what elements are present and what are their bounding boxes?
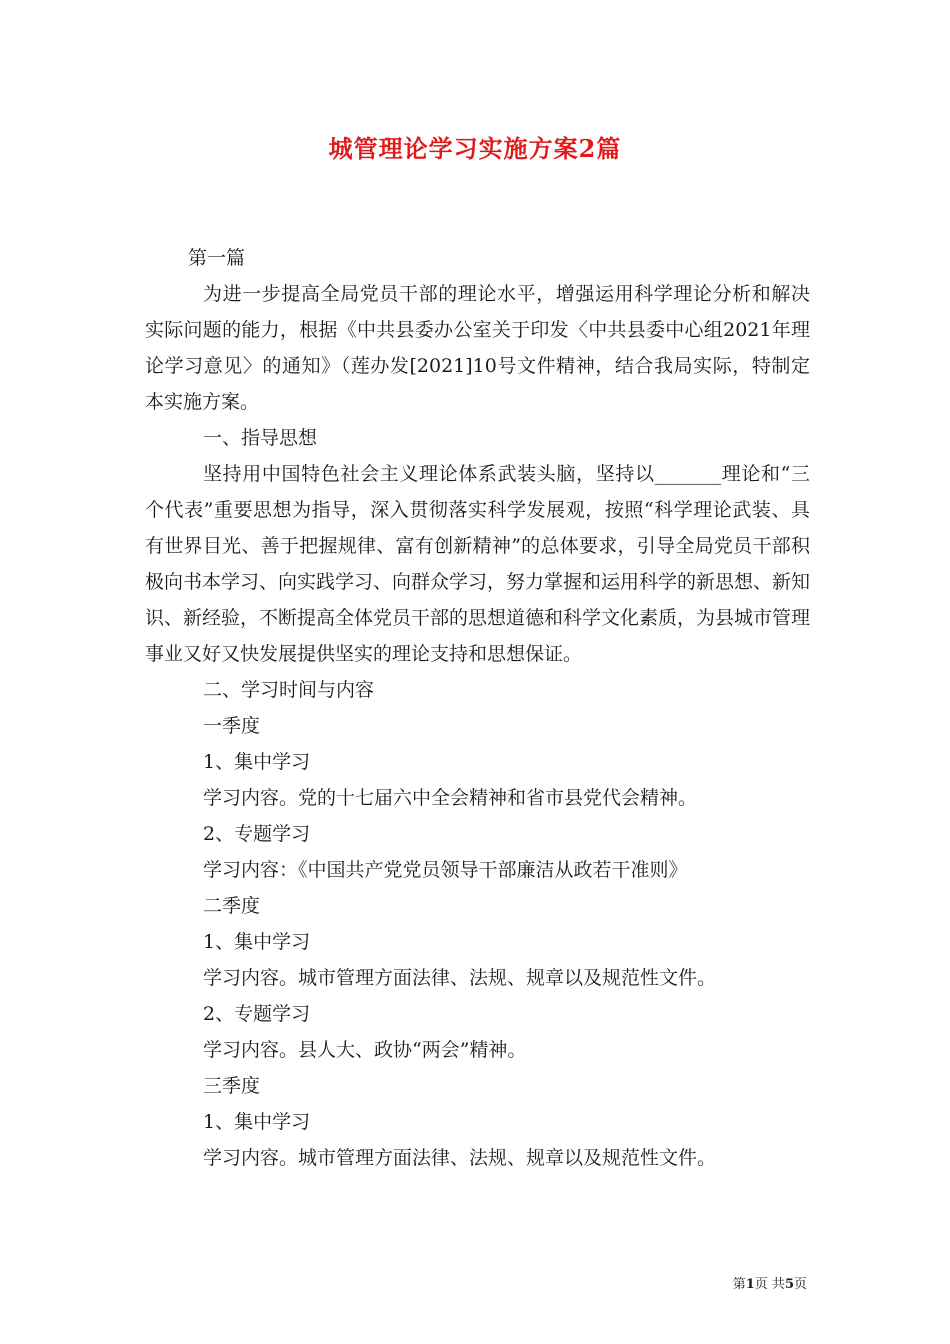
quarter-label: 二季度 <box>203 895 261 917</box>
study-item: 1、集中学习 <box>203 751 311 773</box>
study-content: 学习内容。县人大、政协“两会”精神。 <box>203 1039 527 1061</box>
document-title: 城管理论学习实施方案2篇 <box>328 134 622 163</box>
page-number-footer <box>733 1275 807 1295</box>
footer-middle: 页 共 <box>754 1277 785 1292</box>
total-pages-number: 5 <box>784 1277 794 1292</box>
guiding-paragraph: 坚持用中国特色社会主义理论体系武装头脑，坚持以_______理论和“三个代表”重要思想为指导，深入贯彻落实科学发展观，按照“科学理论武装、具有世界目光、善于把握规律、富有创新精神”的总体要求，引导全局党员干部积极向书本学习、向实践学习、向群众学习，努力掌握和运用科学的新思想、新知识、新经验，不断提高全体党员干部的思想道德和科学文化素质，为县城市管理事业又好又快发展提供坚实的理论支持和思想保证。 <box>145 463 811 665</box>
study-item: 1、集中学习 <box>203 931 311 953</box>
study-item: 2、专题学习 <box>203 823 311 845</box>
footer-suffix: 页 <box>793 1277 807 1292</box>
quarter-label: 三季度 <box>203 1075 261 1097</box>
document-body <box>145 240 810 1176</box>
heading-study-schedule: 二、学习时间与内容 <box>203 679 375 701</box>
heading-guiding-thought: 一、指导思想 <box>203 427 318 449</box>
study-content: 学习内容。党的十七届六中全会精神和省市县党代会精神。 <box>203 787 698 809</box>
study-content: 学习内容：《中国共产党党员领导干部廉洁从政若干准则》 <box>203 859 688 881</box>
study-item: 1、集中学习 <box>203 1111 311 1133</box>
section-label: 第一篇 <box>188 247 246 269</box>
quarter-label: 一季度 <box>203 715 261 737</box>
current-page-number: 1 <box>745 1277 755 1292</box>
study-content: 学习内容。城市管理方面法律、法规、规章以及规范性文件。 <box>203 1147 717 1169</box>
intro-paragraph: 为进一步提高全局党员干部的理论水平，增强运用科学理论分析和解决实际问题的能力，根据《中共县委办公室关于印发〈中共县委中心组2021年理论学习意见〉的通知》（莲办发[2021]10号文件精神，结合我局实际，特制定本实施方案。 <box>145 283 810 413</box>
footer-prefix: 第 <box>732 1277 746 1292</box>
study-content: 学习内容。城市管理方面法律、法规、规章以及规范性文件。 <box>203 967 717 989</box>
study-item: 2、专题学习 <box>203 1003 311 1025</box>
